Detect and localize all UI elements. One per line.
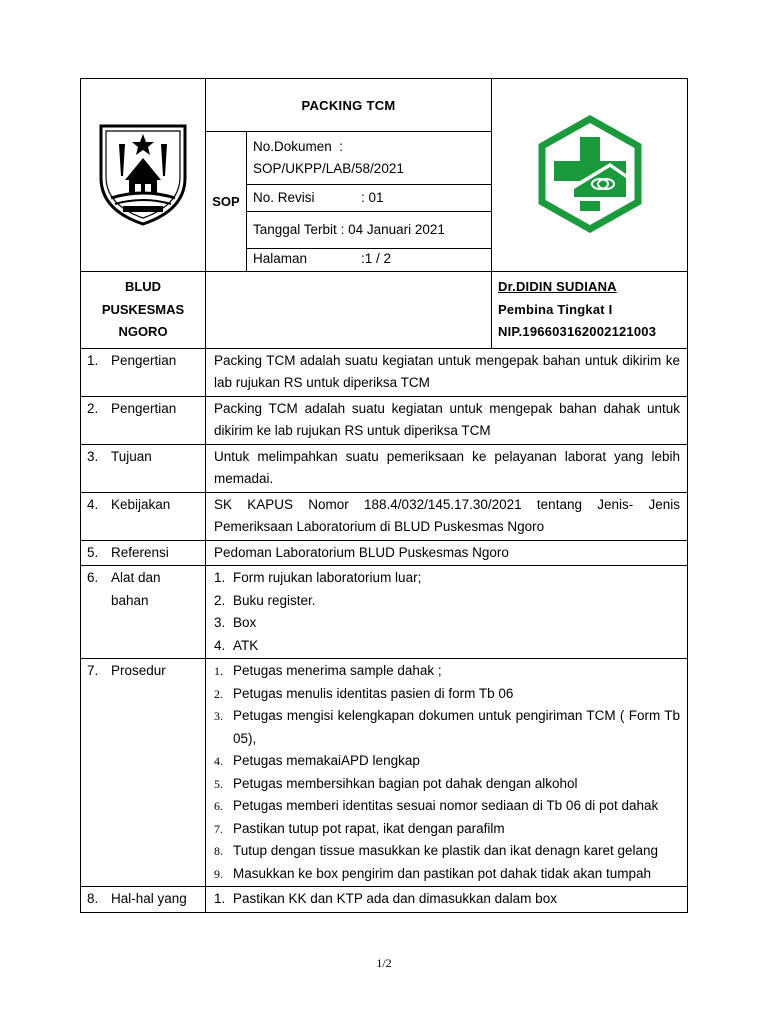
no-dokumen: No.Dokumen : SOP/UKPP/LAB/58/2021 <box>247 132 492 185</box>
no-dokumen-value: SOP/UKPP/LAB/58/2021 <box>253 161 404 176</box>
row-text: Untuk melimpahkan suatu pemeriksaan ke pelayanan laborat yang lebih memadai. <box>206 444 688 492</box>
signatory-nip: NIP.196603162002121003 <box>498 324 657 339</box>
halaman-value: 1 / 2 <box>364 251 392 266</box>
row-number: 6. <box>87 570 99 585</box>
list-item: 3. Petugas mengisi kelengkapan dokumen untuk pengiriman TCM ( Form Tb 05), <box>214 708 680 746</box>
row-text: Pedoman Laboratorium BLUD Puskesmas Ngoro <box>206 540 688 566</box>
org-line-2: PUSKESMAS <box>101 301 185 317</box>
list-item: 3. Box <box>214 615 257 630</box>
row-number: 3. <box>87 448 99 464</box>
row-pengertian-1 <box>81 348 688 396</box>
kemenkes-logo-cell <box>492 79 688 272</box>
sop-label: SOP <box>206 132 247 272</box>
row-number: 8. <box>87 891 99 906</box>
list-item: 2. Buku register. <box>214 592 316 608</box>
row-number: 7. <box>87 663 99 678</box>
row-label: Pengertian <box>111 352 177 368</box>
page-number: 1/2 <box>376 956 392 970</box>
tanggal-terbit: Tanggal Terbit : 04 Januari 2021 <box>247 212 492 249</box>
row-referensi <box>81 540 688 566</box>
regency-emblem-icon <box>95 118 191 230</box>
org-line-1: BLUD <box>124 279 162 294</box>
organization-name <box>81 272 206 349</box>
list-item: 6. Petugas memberi identitas sesuai nomor sediaan di Tb 06 di pot dahak <box>214 798 659 813</box>
list-item: 4. ATK <box>214 637 259 653</box>
org-line-3: NGORO <box>118 324 168 339</box>
hal-hal-list <box>214 888 680 911</box>
tanggal-terbit-label: Tanggal Terbit <box>253 222 337 237</box>
prosedur-list <box>214 660 680 885</box>
row-alat-bahan <box>81 566 688 659</box>
blank-cell <box>206 272 492 349</box>
row-prosedur <box>81 659 688 887</box>
list-item: 9. Masukkan ke box pengirim dan pastikan pot dahak tidak akan tumpah <box>214 865 652 881</box>
document-title: PACKING TCM <box>206 79 492 132</box>
row-label: Referensi <box>111 544 169 560</box>
list-item: 8. Tutup dengan tissue masukkan ke plastik dan ikat denagn karet gelang <box>214 843 659 858</box>
row-label: Alat dan bahan <box>111 570 161 608</box>
row-number: 1. <box>87 352 99 368</box>
list-item: 4. Petugas memakaiAPD lengkap <box>214 753 420 768</box>
row-label: Tujuan <box>111 448 152 464</box>
row-pengertian-2 <box>81 396 688 444</box>
halaman-label: Halaman <box>253 251 308 266</box>
row-label: Pengertian <box>111 400 177 416</box>
halaman: Halaman :1 / 2 <box>247 249 492 272</box>
no-revisi-label: No. Revisi <box>253 190 315 205</box>
signatory-rank: Pembina Tingkat I <box>498 301 613 317</box>
row-hal-hal <box>81 887 688 913</box>
no-dokumen-label: No.Dokumen <box>253 139 332 154</box>
list-item: 1. Pastikan KK dan KTP ada dan dimasukkan dalam box <box>214 891 557 906</box>
signatory <box>492 272 688 349</box>
row-text: Packing TCM adalah suatu kegiatan untuk mengepak bahan untuk dikirim ke lab rujukan RS untuk diperiksa TCM <box>206 348 688 396</box>
no-revisi: No. Revisi : 01 <box>247 185 492 212</box>
row-kebijakan <box>81 492 688 540</box>
no-revisi-value: 01 <box>368 190 384 205</box>
row-number: 2. <box>87 400 99 416</box>
row-label: Kebijakan <box>111 496 171 512</box>
puskesmas-logo-icon <box>534 115 646 233</box>
list-item: 1. Form rujukan laboratorium luar; <box>214 570 422 585</box>
alat-bahan-list <box>214 567 680 657</box>
list-item: 5. Petugas membersihkan bagian pot dahak dengan alkohol <box>214 775 578 791</box>
list-item: 1. Petugas menerima sample dahak ; <box>214 663 442 678</box>
sop-table <box>80 78 688 913</box>
row-number: 5. <box>87 544 99 560</box>
row-text: Packing TCM adalah suatu kegiatan untuk mengepak bahan dahak untuk dikirim ke lab rujukan RS untuk diperiksa TCM <box>206 396 688 444</box>
list-item: 7. Pastikan tutup pot rapat, ikat dengan parafilm <box>214 820 505 836</box>
regency-logo-cell <box>81 79 206 272</box>
list-item: 2. Petugas menulis identitas pasien di form Tb 06 <box>214 685 514 701</box>
row-text: SK KAPUS Nomor 188.4/032/145.17.30/2021 tentang Jenis- Jenis Pemeriksaan Laboratorium di BLUD Puskesmas Ngoro <box>206 492 688 540</box>
tanggal-terbit-value: 04 Januari 2021 <box>348 222 445 237</box>
row-number: 4. <box>87 496 99 512</box>
signatory-name: Dr.DIDIN SUDIANA <box>498 279 617 294</box>
row-tujuan <box>81 444 688 492</box>
row-label: Hal-hal yang <box>111 891 187 906</box>
row-label: Prosedur <box>111 663 166 678</box>
